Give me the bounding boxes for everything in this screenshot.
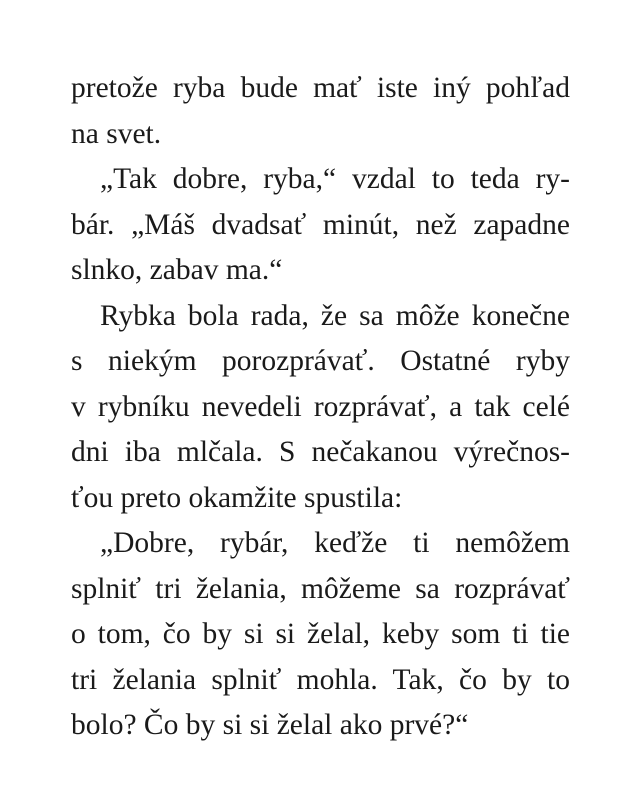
text-line: o tom, čo by si si želal, keby som ti tie: [71, 618, 570, 650]
text-line: „Dobre, rybár, keďže ti nemôžem: [100, 527, 570, 559]
text-line: dni iba mlčala. S nečakanou výrečnos-: [71, 436, 570, 468]
text-line: slnko, zabav ma.“: [71, 254, 283, 286]
paragraph: [71, 157, 570, 294]
text-line: ťou preto okamžite spustila:: [71, 481, 403, 514]
text-line: s niekým porozprávať. Ostatné ryby: [71, 345, 570, 377]
paragraph: [71, 294, 570, 522]
text-line: tri želania splniť mohla. Tak, čo by to: [71, 663, 570, 696]
text-line: v rybníku nevedeli rozprávať, a tak celé: [71, 390, 570, 423]
text-line: Rybka bola rada, že sa môže konečne: [100, 299, 570, 332]
text-line: bolo? Čo by si si želal ako prvé?“: [71, 709, 469, 741]
text-line: „Tak dobre, ryba,“ vzdal to teda ry-: [100, 163, 570, 195]
text-line: pretože ryba bude mať iste iný pohľad: [71, 72, 570, 104]
text-line: bár. „Máš dvadsať minút, než zapadne: [71, 208, 570, 241]
paragraph: [71, 521, 570, 749]
text-line: splniť tri želania, môžeme sa rozprávať: [71, 572, 570, 605]
text-line: na svet.: [71, 117, 162, 150]
paragraph: [71, 66, 570, 157]
